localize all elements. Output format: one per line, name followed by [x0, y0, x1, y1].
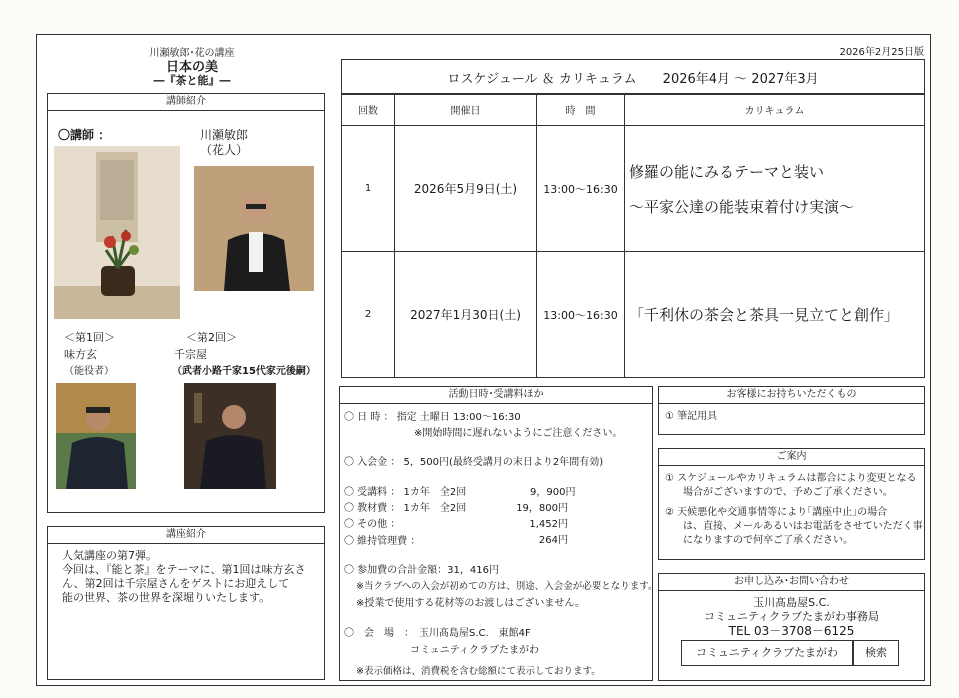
activity-title: 活動日時･受講料ほか	[340, 387, 652, 404]
schedule-title-box	[341, 59, 925, 95]
contact-office: コミュニティクラブたまがわ事務局	[704, 610, 879, 623]
guide-title: ご案内	[659, 449, 924, 466]
bring-title: お客様にお持ちいただくもの	[659, 387, 924, 404]
main-instructor-name: 川瀬敏郎	[200, 128, 249, 142]
guest1-photo	[56, 383, 136, 489]
schedule-row	[342, 126, 925, 252]
activity-venue: 〇 会 場 ： 玉川髙島屋S.C. 東館4F	[344, 628, 531, 639]
main-instructor-photo	[194, 166, 314, 291]
contact-store: 玉川髙島屋S.C.	[753, 596, 830, 609]
guest2-role: （武者小路千家15代家元後嗣）	[172, 366, 316, 377]
header-date: 開催日	[395, 94, 537, 126]
row-curriculum	[625, 126, 925, 252]
row-date: 2026年5月9日(土)	[395, 126, 537, 252]
course-intro-section	[47, 526, 325, 680]
instructor-section-title: 講師紹介	[48, 94, 324, 111]
page-subtitle: ―『茶と能』―	[153, 74, 231, 87]
guest1-name: 味方玄	[64, 348, 97, 361]
activity-tax-note: ※表示価格は、消費税を含む総額にて表示しております。	[356, 666, 601, 677]
course-intro-line: ん、第2回は千宗屋さんをゲストにお迎えして	[62, 577, 290, 590]
row-time: 13:00～16:30	[537, 252, 625, 378]
document-sheet	[36, 34, 931, 686]
course-intro-text	[62, 549, 306, 605]
row-round: 2	[342, 252, 395, 378]
row-curriculum	[625, 252, 925, 378]
course-intro-line: 人気講座の第7弾。	[62, 549, 157, 562]
schedule-table	[341, 93, 925, 378]
search-button[interactable]: 検索	[853, 640, 899, 666]
activity-other-value: 1,452円	[529, 519, 568, 530]
header-round: 回数	[342, 94, 395, 126]
course-intro-line: 今回は、『能と茶』をテーマに、第1回は味方玄さ	[62, 563, 306, 576]
header-curriculum: カリキュラム	[625, 94, 925, 126]
guest1-role: （能役者）	[64, 366, 114, 377]
search-input-text: コミュニティクラブたまがわ	[696, 646, 838, 659]
activity-datetime-note: ※開始時間に遅れないようにご注意ください。	[414, 428, 623, 439]
activity-datetime: 〇 日 時 ： 指定 土曜日 13:00～16:30	[344, 412, 521, 423]
guest2-photo	[184, 383, 276, 489]
activity-section	[339, 386, 658, 681]
bring-section	[658, 386, 925, 435]
activity-maintenance-value: 264円	[538, 535, 568, 546]
guide-item2-line: は、直接、メールあるいはお電話をさせていただく事	[683, 521, 923, 532]
guest2-round: ＜第2回＞	[186, 331, 237, 344]
instructor-section	[47, 93, 325, 513]
bring-item: ① 筆記用具	[665, 411, 718, 422]
guest1-round: ＜第1回＞	[64, 331, 115, 344]
activity-maintenance-label: 〇 維持管理費 ：	[344, 536, 421, 547]
schedule-header-row	[342, 94, 925, 126]
header-time: 時 間	[537, 94, 625, 126]
row-time: 13:00～16:30	[537, 126, 625, 252]
guide-section	[658, 448, 925, 560]
guide-item1-line: 場合がございますので、予めご了承ください。	[683, 487, 893, 498]
page-title: 日本の美	[165, 60, 218, 75]
schedule-row	[342, 252, 925, 378]
guide-item1-line: ① スケジュールやカリキュラムは都合により変更となる	[665, 473, 917, 484]
activity-material-value: 19，800円	[516, 503, 568, 514]
guide-item2-line: になりますので何卒ご了承ください。	[683, 535, 853, 546]
guest2-name: 千宗屋	[174, 348, 207, 361]
curriculum-line: 修羅の能にみるテーマと装い	[629, 162, 825, 181]
main-instructor-role: （花人）	[200, 143, 249, 157]
activity-total: 〇 参加費の合計金額：31，416円	[344, 565, 499, 576]
schedule-title: ロスケジュール ＆ カリキュラム 2026年4月 ～ 2027年3月	[447, 72, 819, 87]
activity-note2: ※授業で使用する花材等のお渡しはございません。	[356, 598, 585, 609]
main-instructor-photo-graphic	[194, 166, 314, 291]
activity-tuition-value: 9，900円	[530, 487, 576, 498]
main-instructor-label: 〇講師 ：	[58, 128, 111, 142]
guide-item2-line: ② 天候悪化や交通事情等により｢講座中止｣の場合	[665, 507, 888, 518]
search-input[interactable]	[681, 640, 853, 666]
activity-entry-fee: 〇 入会金 ： 5，500円(最終受講月の末日より2年間有効)	[344, 457, 604, 468]
row-date: 2027年1月30日(土)	[395, 252, 537, 378]
curriculum-line: ～平家公達の能装束着付け実演～	[629, 197, 855, 216]
activity-venue-sub: コミュニティクラブたまがわ	[410, 645, 539, 656]
guest2-photo-graphic	[184, 383, 276, 489]
ikebana-photo	[54, 146, 180, 319]
activity-note1: ※当クラブへの入会が初めての方は、別途、入会金が必要となります。	[356, 581, 658, 592]
ikebana-photo-graphic	[54, 146, 180, 319]
series-name: 川瀬敏郎･花の講座	[149, 48, 235, 59]
row-round: 1	[342, 126, 395, 252]
contact-tel: TEL 03－3708－6125	[728, 624, 855, 638]
activity-material-label: 〇 教材費 ： 1カ年 全2回	[344, 503, 467, 514]
guest1-photo-graphic	[56, 383, 136, 489]
curriculum-line: 「千利休の茶会と茶具一見立てと創作」	[629, 306, 900, 324]
version-date: 2026年2月25日版	[839, 47, 924, 58]
course-intro-title: 講座紹介	[48, 527, 324, 544]
activity-tuition-label: 〇 受講料 ： 1カ年 全2回	[344, 487, 467, 498]
activity-other-label: 〇 その他 ：	[344, 519, 401, 530]
contact-section	[658, 573, 925, 681]
contact-title: お申し込み･お問い合わせ	[659, 574, 924, 591]
course-intro-line: 能の世界、茶の世界を深堀りいたします。	[62, 591, 271, 604]
